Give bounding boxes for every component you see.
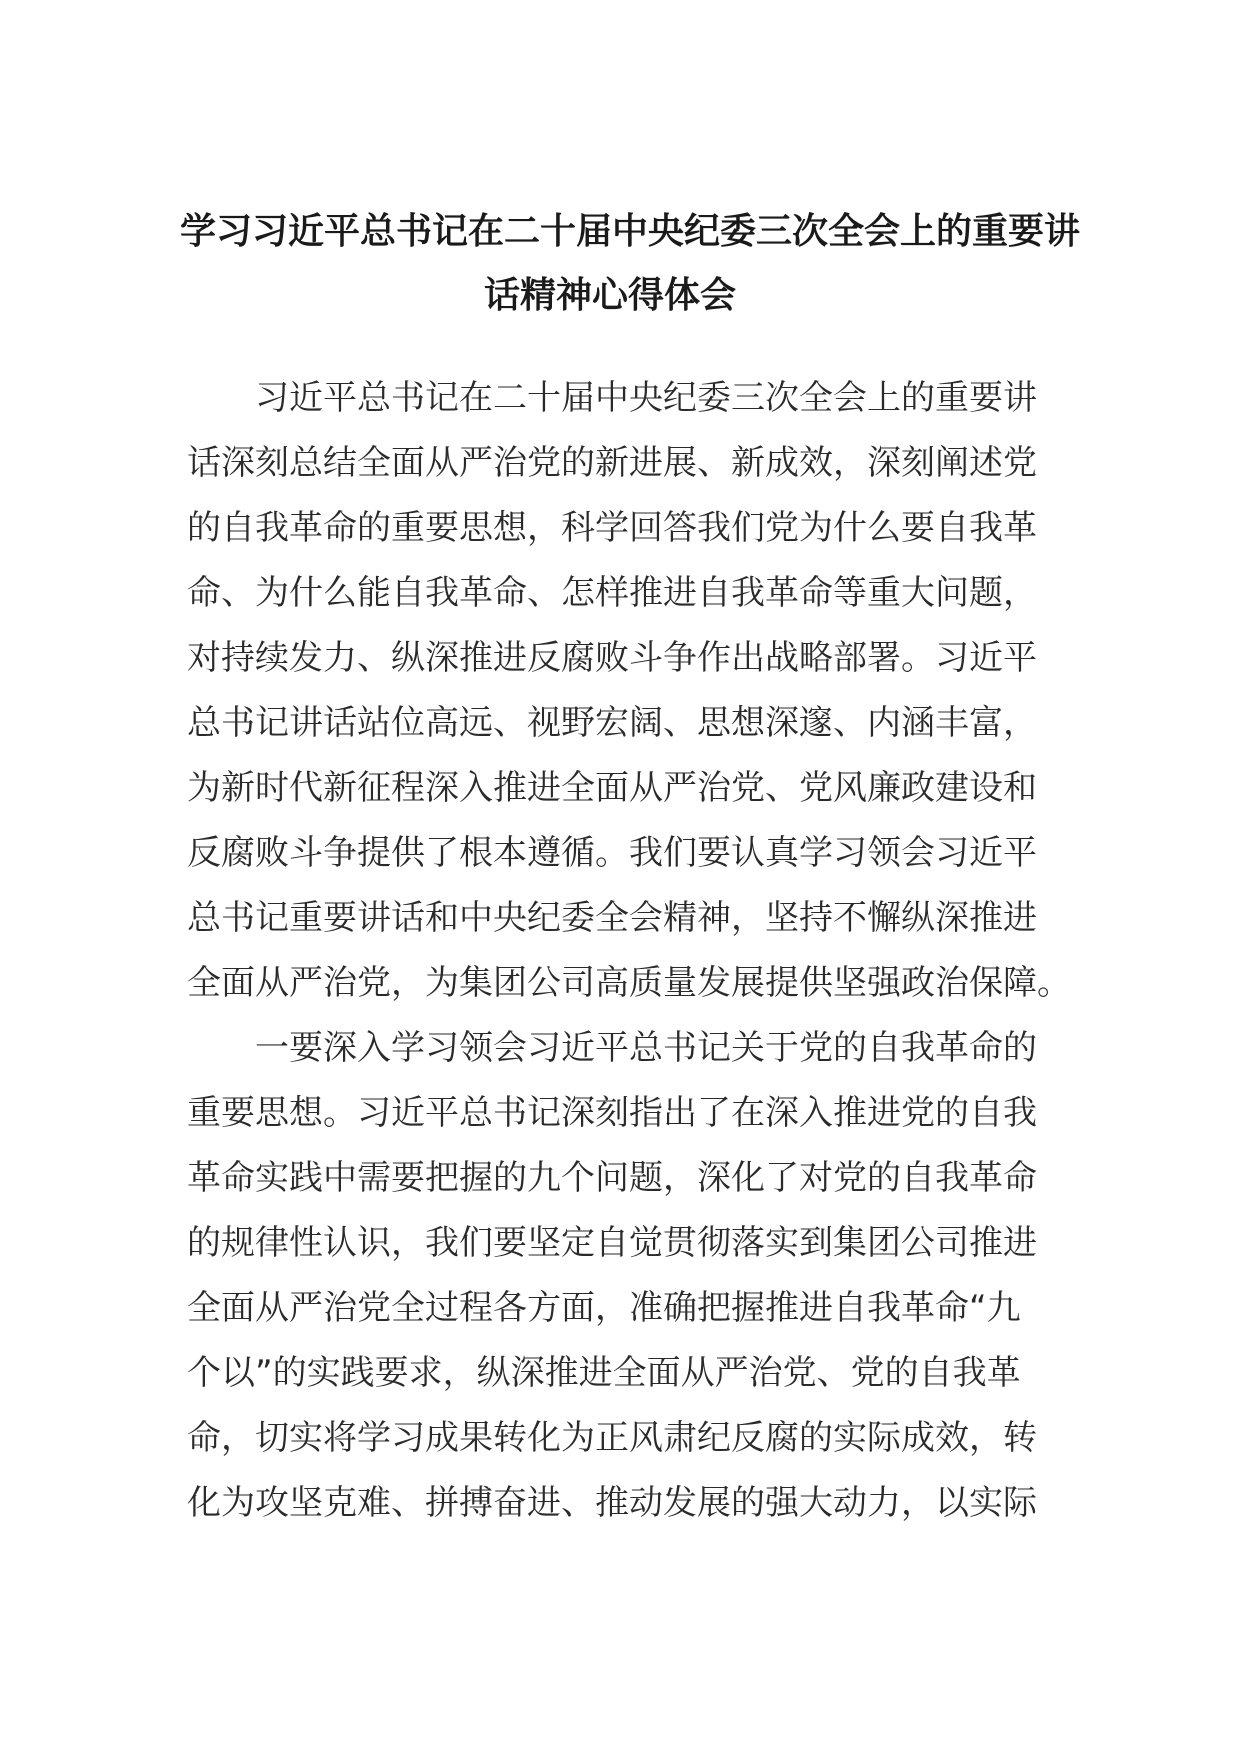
title-line-2: 话精神心得体会 bbox=[483, 275, 736, 316]
paragraph-line: 习近平总书记在二十届中央纪委三次全会上的重要讲 bbox=[255, 378, 1037, 418]
paragraph-2 bbox=[187, 1016, 1037, 1536]
paragraph-line: 总书记重要讲话和中央纪委全会精神，坚持不懈纵深推进 bbox=[187, 898, 1037, 938]
paragraph-line: 全面从严治党，为集团公司高质量发展提供坚强政治保障。 bbox=[187, 963, 1071, 1003]
paragraph-line: 话深刻总结全面从严治党的新进展、新成效，深刻阐述党 bbox=[187, 443, 1037, 483]
title-line-1: 学习习近平总书记在二十届中央纪委三次全会上的重要讲 bbox=[180, 211, 1081, 252]
paragraph-line: 的自我革命的重要思想，科学回答我们党为什么要自我革 bbox=[187, 508, 1037, 548]
paragraph-line: 总书记讲话站位高远、视野宏阔、思想深邃、内涵丰富， bbox=[187, 703, 1037, 743]
paragraph-line: 重要思想。习近平总书记深刻指出了在深入推进党的自我 bbox=[187, 1093, 1037, 1133]
paragraph-line: 命、为什么能自我革命、怎样推进自我革命等重大问题， bbox=[187, 573, 1037, 613]
paragraph-line: 命，切实将学习成果转化为正风肃纪反腐的实际成效，转 bbox=[187, 1418, 1037, 1458]
paragraph-line: 化为攻坚克难、拼搏奋进、推动发展的强大动力，以实际 bbox=[187, 1483, 1037, 1523]
paragraph-line: 全面从严治党全过程各方面，准确把握推进自我革命“九 bbox=[187, 1288, 1021, 1328]
paragraph-line: 的规律性认识，我们要坚定自觉贯彻落实到集团公司推进 bbox=[187, 1223, 1037, 1263]
document-body bbox=[187, 366, 1071, 1536]
paragraph-line: 革命实践中需要把握的九个问题，深化了对党的自我革命 bbox=[187, 1158, 1037, 1198]
paragraph-line: 为新时代新征程深入推进全面从严治党、党风廉政建设和 bbox=[187, 768, 1037, 808]
paragraph-line: 个以”的实践要求，纵深推进全面从严治党、党的自我革 bbox=[187, 1353, 1021, 1393]
paragraph-line: 对持续发力、纵深推进反腐败斗争作出战略部署。习近平 bbox=[187, 638, 1037, 678]
paragraph-line: 反腐败斗争提供了根本遵循。我们要认真学习领会习近平 bbox=[187, 833, 1037, 873]
paragraph-line: 一要深入学习领会习近平总书记关于党的自我革命的 bbox=[255, 1028, 1037, 1068]
paragraph-1 bbox=[187, 366, 1071, 1016]
document-title bbox=[180, 200, 1081, 328]
